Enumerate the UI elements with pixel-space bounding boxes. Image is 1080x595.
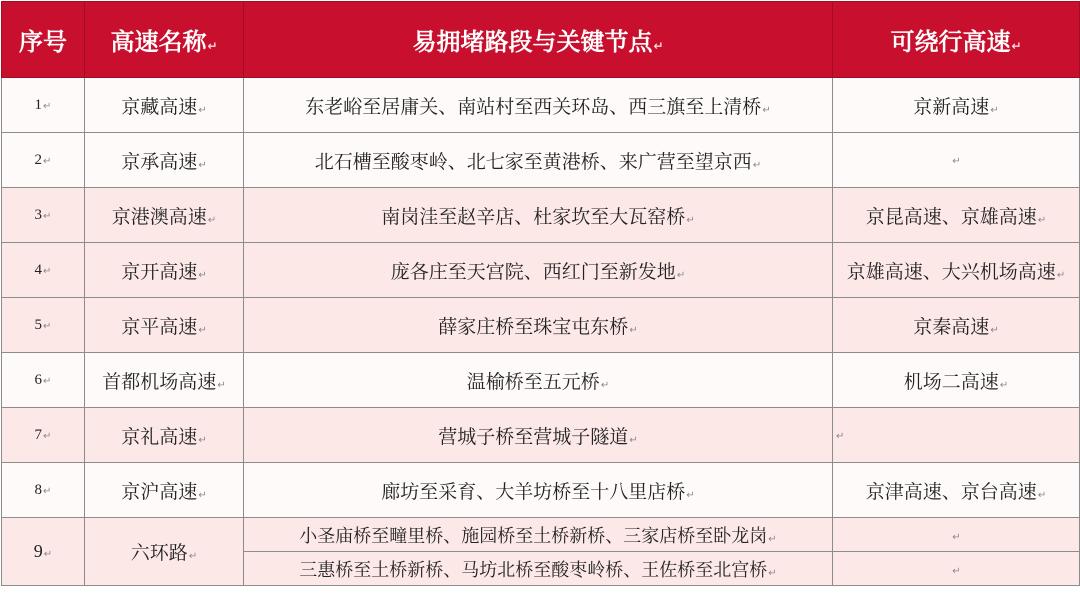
detour-highways: 京秦高速↵: [833, 298, 1080, 353]
row-number: 8↵: [2, 463, 85, 518]
detour-highways: ↵: [833, 518, 1080, 552]
header-detour: 可绕行高速↵: [833, 2, 1080, 78]
row-number: 6↵: [2, 353, 85, 408]
table-row: [2, 298, 1080, 353]
highway-name: 京承高速↵: [85, 133, 244, 188]
row-number: 3↵: [2, 188, 85, 243]
congested-sections: 南岗洼至赵辛店、杜家坎至大瓦窑桥↵: [244, 188, 833, 243]
congested-sections: 小圣庙桥至疃里桥、施园桥至土桥新桥、三家店桥至卧龙岗↵: [244, 518, 833, 552]
table-row: [2, 243, 1080, 298]
highway-name: 六环路↵: [85, 518, 244, 586]
detour-highways: 机场二高速↵: [833, 353, 1080, 408]
table-row: [2, 463, 1080, 518]
congested-sections: 东老峪至居庸关、南站村至西关环岛、西三旗至上清桥↵: [244, 78, 833, 133]
header-name: 高速名称↵: [85, 2, 244, 78]
row-number: 4↵: [2, 243, 85, 298]
table-row: [2, 133, 1080, 188]
highway-name: 京开高速↵: [85, 243, 244, 298]
row-number: 7↵: [2, 408, 85, 463]
detour-highways: 京雄高速、大兴机场高速↵: [833, 243, 1080, 298]
header-num: 序号: [2, 2, 85, 78]
highway-name: 京沪高速↵: [85, 463, 244, 518]
congested-sections: 营城子桥至营城子隧道↵: [244, 408, 833, 463]
detour-highways: 京昆高速、京雄高速↵: [833, 188, 1080, 243]
congested-sections: 庞各庄至天宫院、西红门至新发地↵: [244, 243, 833, 298]
congested-sections: 薛家庄桥至珠宝屯东桥↵: [244, 298, 833, 353]
congestion-table: [1, 1, 1080, 586]
row-number: 9↵: [2, 518, 85, 586]
header-row: [2, 2, 1080, 78]
detour-highways: 京津高速、京台高速↵: [833, 463, 1080, 518]
table-row: [2, 518, 1080, 552]
table-row: [2, 78, 1080, 133]
congested-sections: 北石槽至酸枣岭、北七家至黄港桥、来广营至望京西↵: [244, 133, 833, 188]
detour-highways: ↵: [833, 552, 1080, 586]
highway-name: 京平高速↵: [85, 298, 244, 353]
detour-highways: ↵: [833, 408, 1080, 463]
table-row: [2, 353, 1080, 408]
detour-highways: ↵: [833, 133, 1080, 188]
highway-name: 京藏高速↵: [85, 78, 244, 133]
table-row: [2, 408, 1080, 463]
header-sections: 易拥堵路段与关键节点↵: [244, 2, 833, 78]
row-number: 2↵: [2, 133, 85, 188]
detour-highways: 京新高速↵: [833, 78, 1080, 133]
highway-name: 京港澳高速↵: [85, 188, 244, 243]
congested-sections: 温榆桥至五元桥↵: [244, 353, 833, 408]
row-number: 1↵: [2, 78, 85, 133]
congested-sections: 三惠桥至土桥新桥、马坊北桥至酸枣岭桥、王佐桥至北宫桥↵: [244, 552, 833, 586]
highway-name: 京礼高速↵: [85, 408, 244, 463]
row-number: 5↵: [2, 298, 85, 353]
highway-name: 首都机场高速↵: [85, 353, 244, 408]
congested-sections: 廊坊至采育、大羊坊桥至十八里店桥↵: [244, 463, 833, 518]
table-row: [2, 188, 1080, 243]
